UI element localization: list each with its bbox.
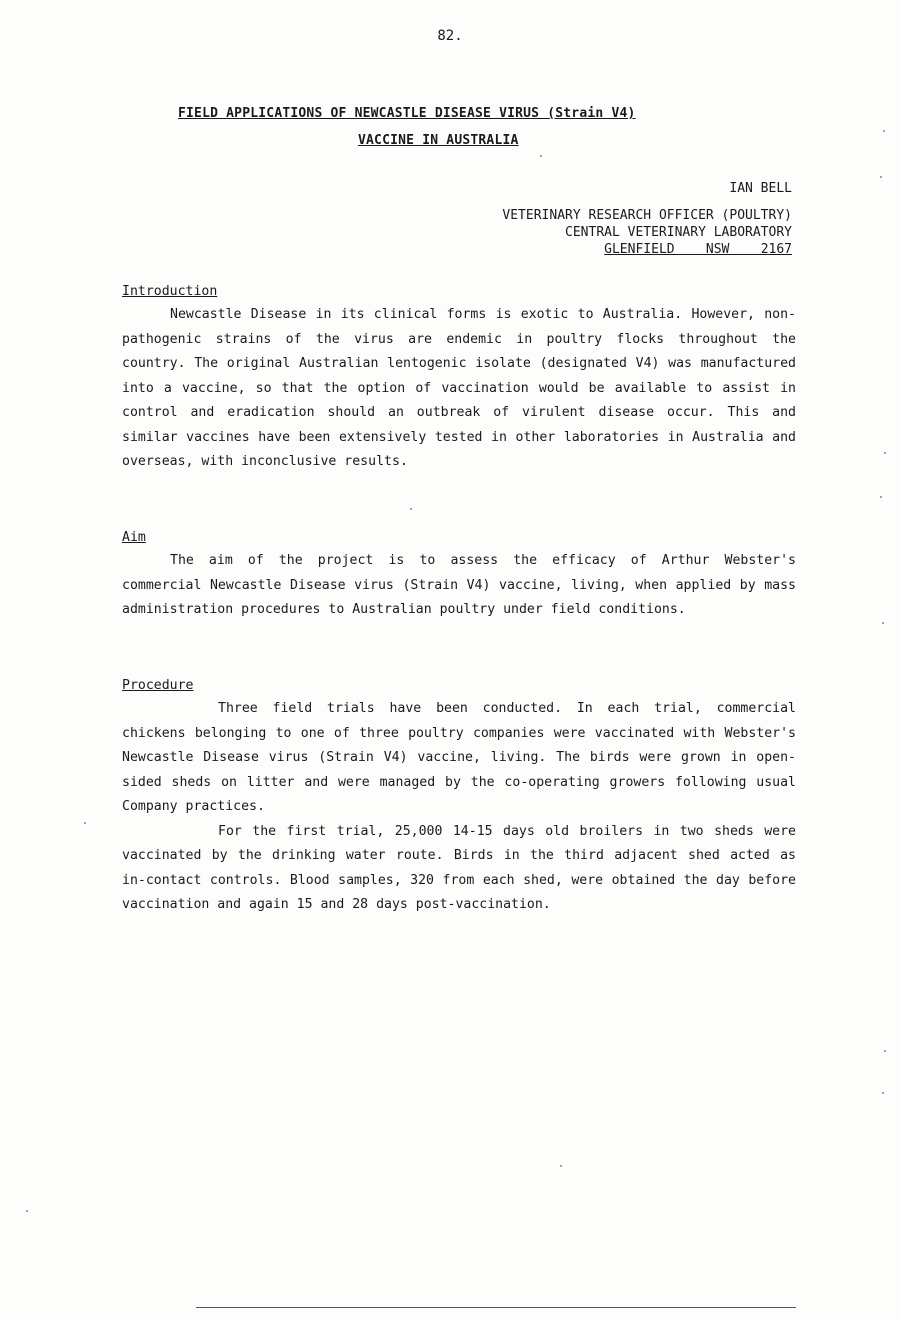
author-block <box>502 180 792 258</box>
author-position: VETERINARY RESEARCH OFFICER (POULTRY) <box>502 208 792 223</box>
aim-body: The aim of the project is to assess the efficacy of Arthur Webster's commercial Newcastle Disease virus (Strain V4) vaccine, living, when applied by mass administration procedures to Australian poultry under field conditions. <box>122 553 796 617</box>
aim-heading: Aim <box>122 530 146 545</box>
author-location: GLENFIELD NSW 2167 <box>604 242 792 257</box>
scan-speck <box>882 1092 884 1094</box>
scan-speck <box>880 496 882 498</box>
scan-speck <box>884 452 886 454</box>
scan-speck <box>26 1210 28 1212</box>
scan-speck <box>84 822 86 824</box>
document-title-line2: VACCINE IN AUSTRALIA <box>358 133 519 148</box>
page-number: 82. <box>437 28 463 44</box>
document-title-line1: FIELD APPLICATIONS OF NEWCASTLE DISEASE VIRUS (Strain V4) <box>178 106 636 121</box>
procedure-heading: Procedure <box>122 678 194 693</box>
procedure-body-paragraph-2: For the first trial, 25,000 14-15 days old broilers in two sheds were vaccinated by the drinking water route. Birds in the third adjacent shed acted as in-contact controls. Blood samples, 320 from each shed, were obtained the day before vaccination and again 15 and 28 days post-vaccination. <box>122 823 796 912</box>
author-name: IAN BELL <box>729 181 792 196</box>
aim-section <box>122 530 796 623</box>
introduction-section <box>122 284 796 475</box>
scan-speck <box>880 176 882 178</box>
scan-speck <box>883 130 885 132</box>
scan-speck <box>882 622 884 624</box>
bottom-rule <box>196 1307 796 1308</box>
author-institution: CENTRAL VETERINARY LABORATORY <box>565 225 792 240</box>
introduction-heading: Introduction <box>122 284 218 299</box>
procedure-body-paragraph-1: Three field trials have been conducted. In each trial, commercial chickens belonging to one of three poultry companies were vaccinated with Webster's Newcastle Disease virus (Strain V4) vaccine, living. The birds were grown in open-sided sheds on litter and were managed by the co-operating growers following usual Company practices. <box>122 701 796 814</box>
scan-speck <box>884 1050 886 1052</box>
introduction-body: Newcastle Disease in its clinical forms is exotic to Australia. However, non-pathogenic strains of the virus are endemic in poultry flocks throughout the country. The original Australian lentogenic isolate (designated V4) was manufactured into a vaccine, so that the option of vaccination would be available to assist in control and eradication should an outbreak of virulent disease occur. This and similar vaccines have been extensively tested in other laboratories in Australia and overseas, with inconclusive results. <box>122 307 796 469</box>
procedure-section <box>122 678 796 918</box>
scan-speck <box>410 508 412 510</box>
scan-speck <box>560 1165 562 1167</box>
scan-speck <box>540 155 542 157</box>
